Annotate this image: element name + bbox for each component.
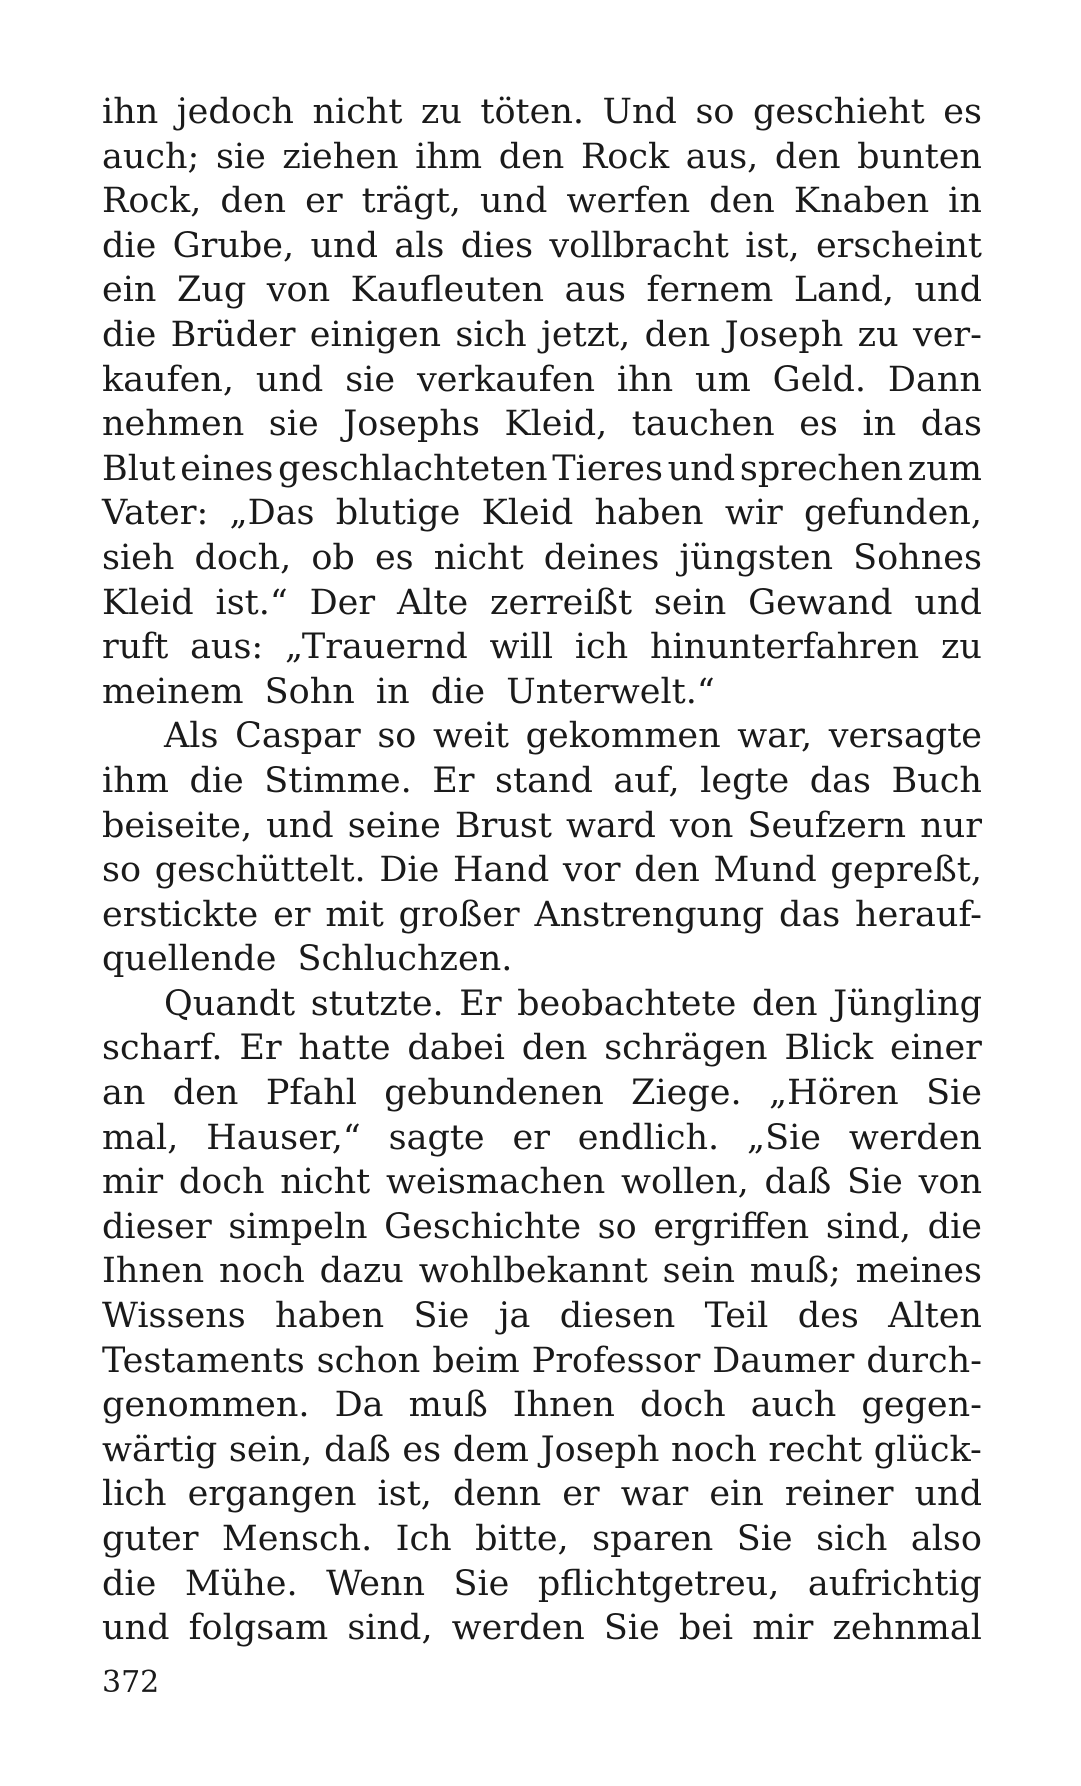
body-text (102, 90, 982, 1651)
paragraph (102, 982, 982, 1651)
text-line: Kleid ist.“ Der Alte zerreißt sein Gewand und (102, 582, 982, 623)
text-line: meinem Sohn in die Unterwelt.“ (102, 671, 715, 712)
text-line: quellende Schluchzen. (102, 939, 513, 980)
text-line: Ihnen noch dazu wohlbekannt sein muß; meines (102, 1251, 982, 1292)
text-line: die Mühe. Wenn Sie pflichtgetreu, aufrichtig (102, 1563, 982, 1604)
text-line: scharf. Er hatte dabei den schrägen Blick einer (102, 1028, 982, 1069)
text-line: Vater: „Das blutige Kleid haben wir gefunden, (102, 493, 982, 534)
text-line: nehmen sie Josephs Kleid, tauchen es in das (102, 404, 982, 445)
text-line: so geschüttelt. Die Hand vor den Mund gepreßt, (102, 850, 982, 891)
text-line: sieh doch, ob es nicht deines jüngsten Sohnes (102, 537, 982, 578)
text-line: Quandt stutzte. Er beobachtete den Jüngling (164, 983, 982, 1024)
text-line: Testaments schon beim Professor Daumer durch- (102, 1340, 982, 1381)
text-line: und folgsam sind, werden Sie bei mir zehnmal (102, 1608, 982, 1649)
text-line: kaufen, und sie verkaufen ihn um Geld. Dann (102, 359, 982, 400)
text-line: Als Caspar so weit gekommen war, versagte (164, 716, 982, 757)
text-line: guter Mensch. Ich bitte, sparen Sie sich also (102, 1519, 982, 1559)
text-line: dieser simpeln Geschichte so ergriffen sind, die (102, 1206, 982, 1247)
text-line: beiseite, und seine Brust ward von Seufzern nur (102, 805, 982, 846)
text-line: die Brüder einigen sich jetzt, den Joseph zu ver- (102, 314, 982, 355)
text-line: erstickte er mit großer Anstrengung das herauf- (102, 894, 982, 935)
text-line: wärtig sein, daß es dem Joseph noch recht glück- (102, 1429, 982, 1470)
text-line: ihn jedoch nicht zu töten. Und so geschieht es (102, 92, 982, 132)
text-line: mir doch nicht weismachen wollen, daß Sie von (102, 1162, 982, 1203)
text-line: ruft aus: „Trauernd will ich hinunterfahren zu (102, 627, 982, 668)
text-line: genommen. Da muß Ihnen doch auch gegen- (102, 1385, 982, 1426)
text-line: lich ergangen ist, denn er war ein reiner und (102, 1474, 982, 1515)
text-line: ein Zug von Kaufleuten aus fernem Land, und (102, 270, 982, 311)
text-line: an den Pfahl gebundenen Ziege. „Hören Sie (102, 1073, 982, 1114)
text-line: mal, Hauser,“ sagte er endlich. „Sie werden (102, 1117, 982, 1158)
text-line: auch; sie ziehen ihm den Rock aus, den bunten (102, 136, 982, 177)
text-line: Rock, den er trägt, und werfen den Knaben in (102, 181, 982, 222)
paragraph (102, 90, 982, 714)
text-line: ihm die Stimme. Er stand auf, legte das Buch (102, 760, 982, 801)
text-line: Wissens haben Sie ja diesen Teil des Alten (102, 1296, 982, 1337)
text-line: die Grube, und als dies vollbracht ist, erscheint (102, 225, 982, 266)
text-line: Blut eines geschlachteten Tieres und sprechen zum (102, 448, 982, 489)
page-number: 372 (102, 1665, 160, 1700)
paragraph (102, 714, 982, 982)
